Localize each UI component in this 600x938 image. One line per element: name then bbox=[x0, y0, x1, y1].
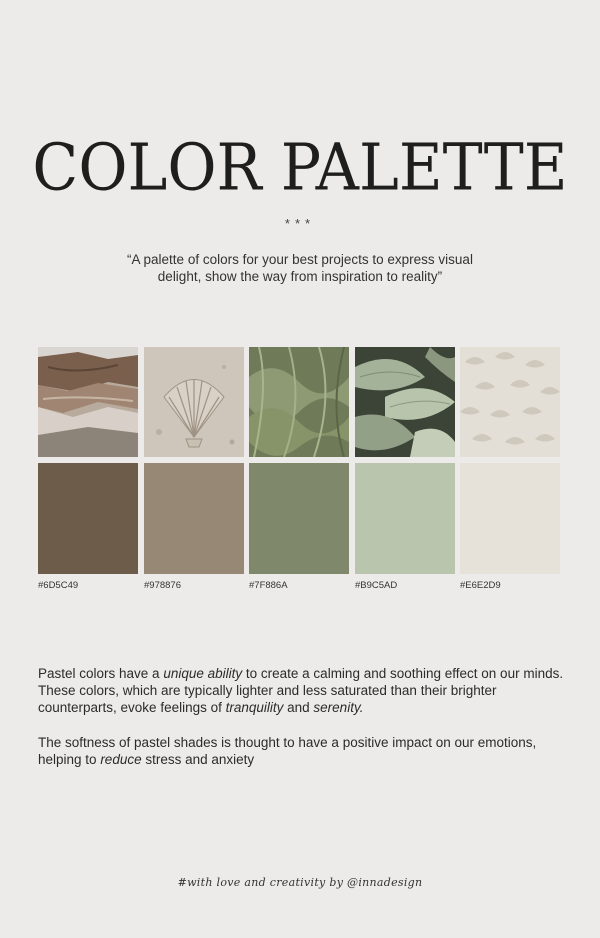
paragraph-pastel-effects: The softness of pastel shades is thought to have a positive impact on our emotions, helping to reduce stress and anxiety bbox=[38, 735, 537, 767]
green-fabric-photo bbox=[249, 347, 349, 457]
hex-label-5: #E6E2D9 bbox=[460, 580, 501, 591]
swatch-2 bbox=[144, 463, 244, 574]
plaster-texture-photo bbox=[460, 347, 560, 457]
hex-label-1: #6D5C49 bbox=[38, 580, 79, 591]
signature: #with love and creativity by @innadesign bbox=[177, 876, 423, 889]
seashell-photo bbox=[144, 347, 244, 457]
quote bbox=[0, 251, 600, 285]
swatch-4 bbox=[355, 463, 455, 574]
swatch-5 bbox=[460, 463, 560, 574]
divider-stars: *** bbox=[284, 216, 316, 231]
leaves-photo bbox=[355, 347, 455, 457]
hex-label-3: #7F886A bbox=[249, 580, 288, 591]
paragraph-pastel-intro: Pastel colors have a unique ability to create a calming and soothing effect on our minds. These colors, which are typically lighter and less saturated than their brighter counterparts, evoke feelings of tranquility and serenity. bbox=[38, 666, 564, 715]
swatch-3 bbox=[249, 463, 349, 574]
rock-photo bbox=[38, 347, 138, 457]
swatch-1 bbox=[38, 463, 138, 574]
hex-label-2: #978876 bbox=[144, 580, 181, 591]
page-title: COLOR PALETTE bbox=[32, 130, 568, 206]
quote-line-1: “A palette of colors for your best projects to express visual bbox=[127, 252, 473, 267]
quote-line-2: delight, show the way from inspiration to reality” bbox=[157, 269, 443, 284]
hex-label-4: #B9C5AD bbox=[355, 580, 398, 591]
